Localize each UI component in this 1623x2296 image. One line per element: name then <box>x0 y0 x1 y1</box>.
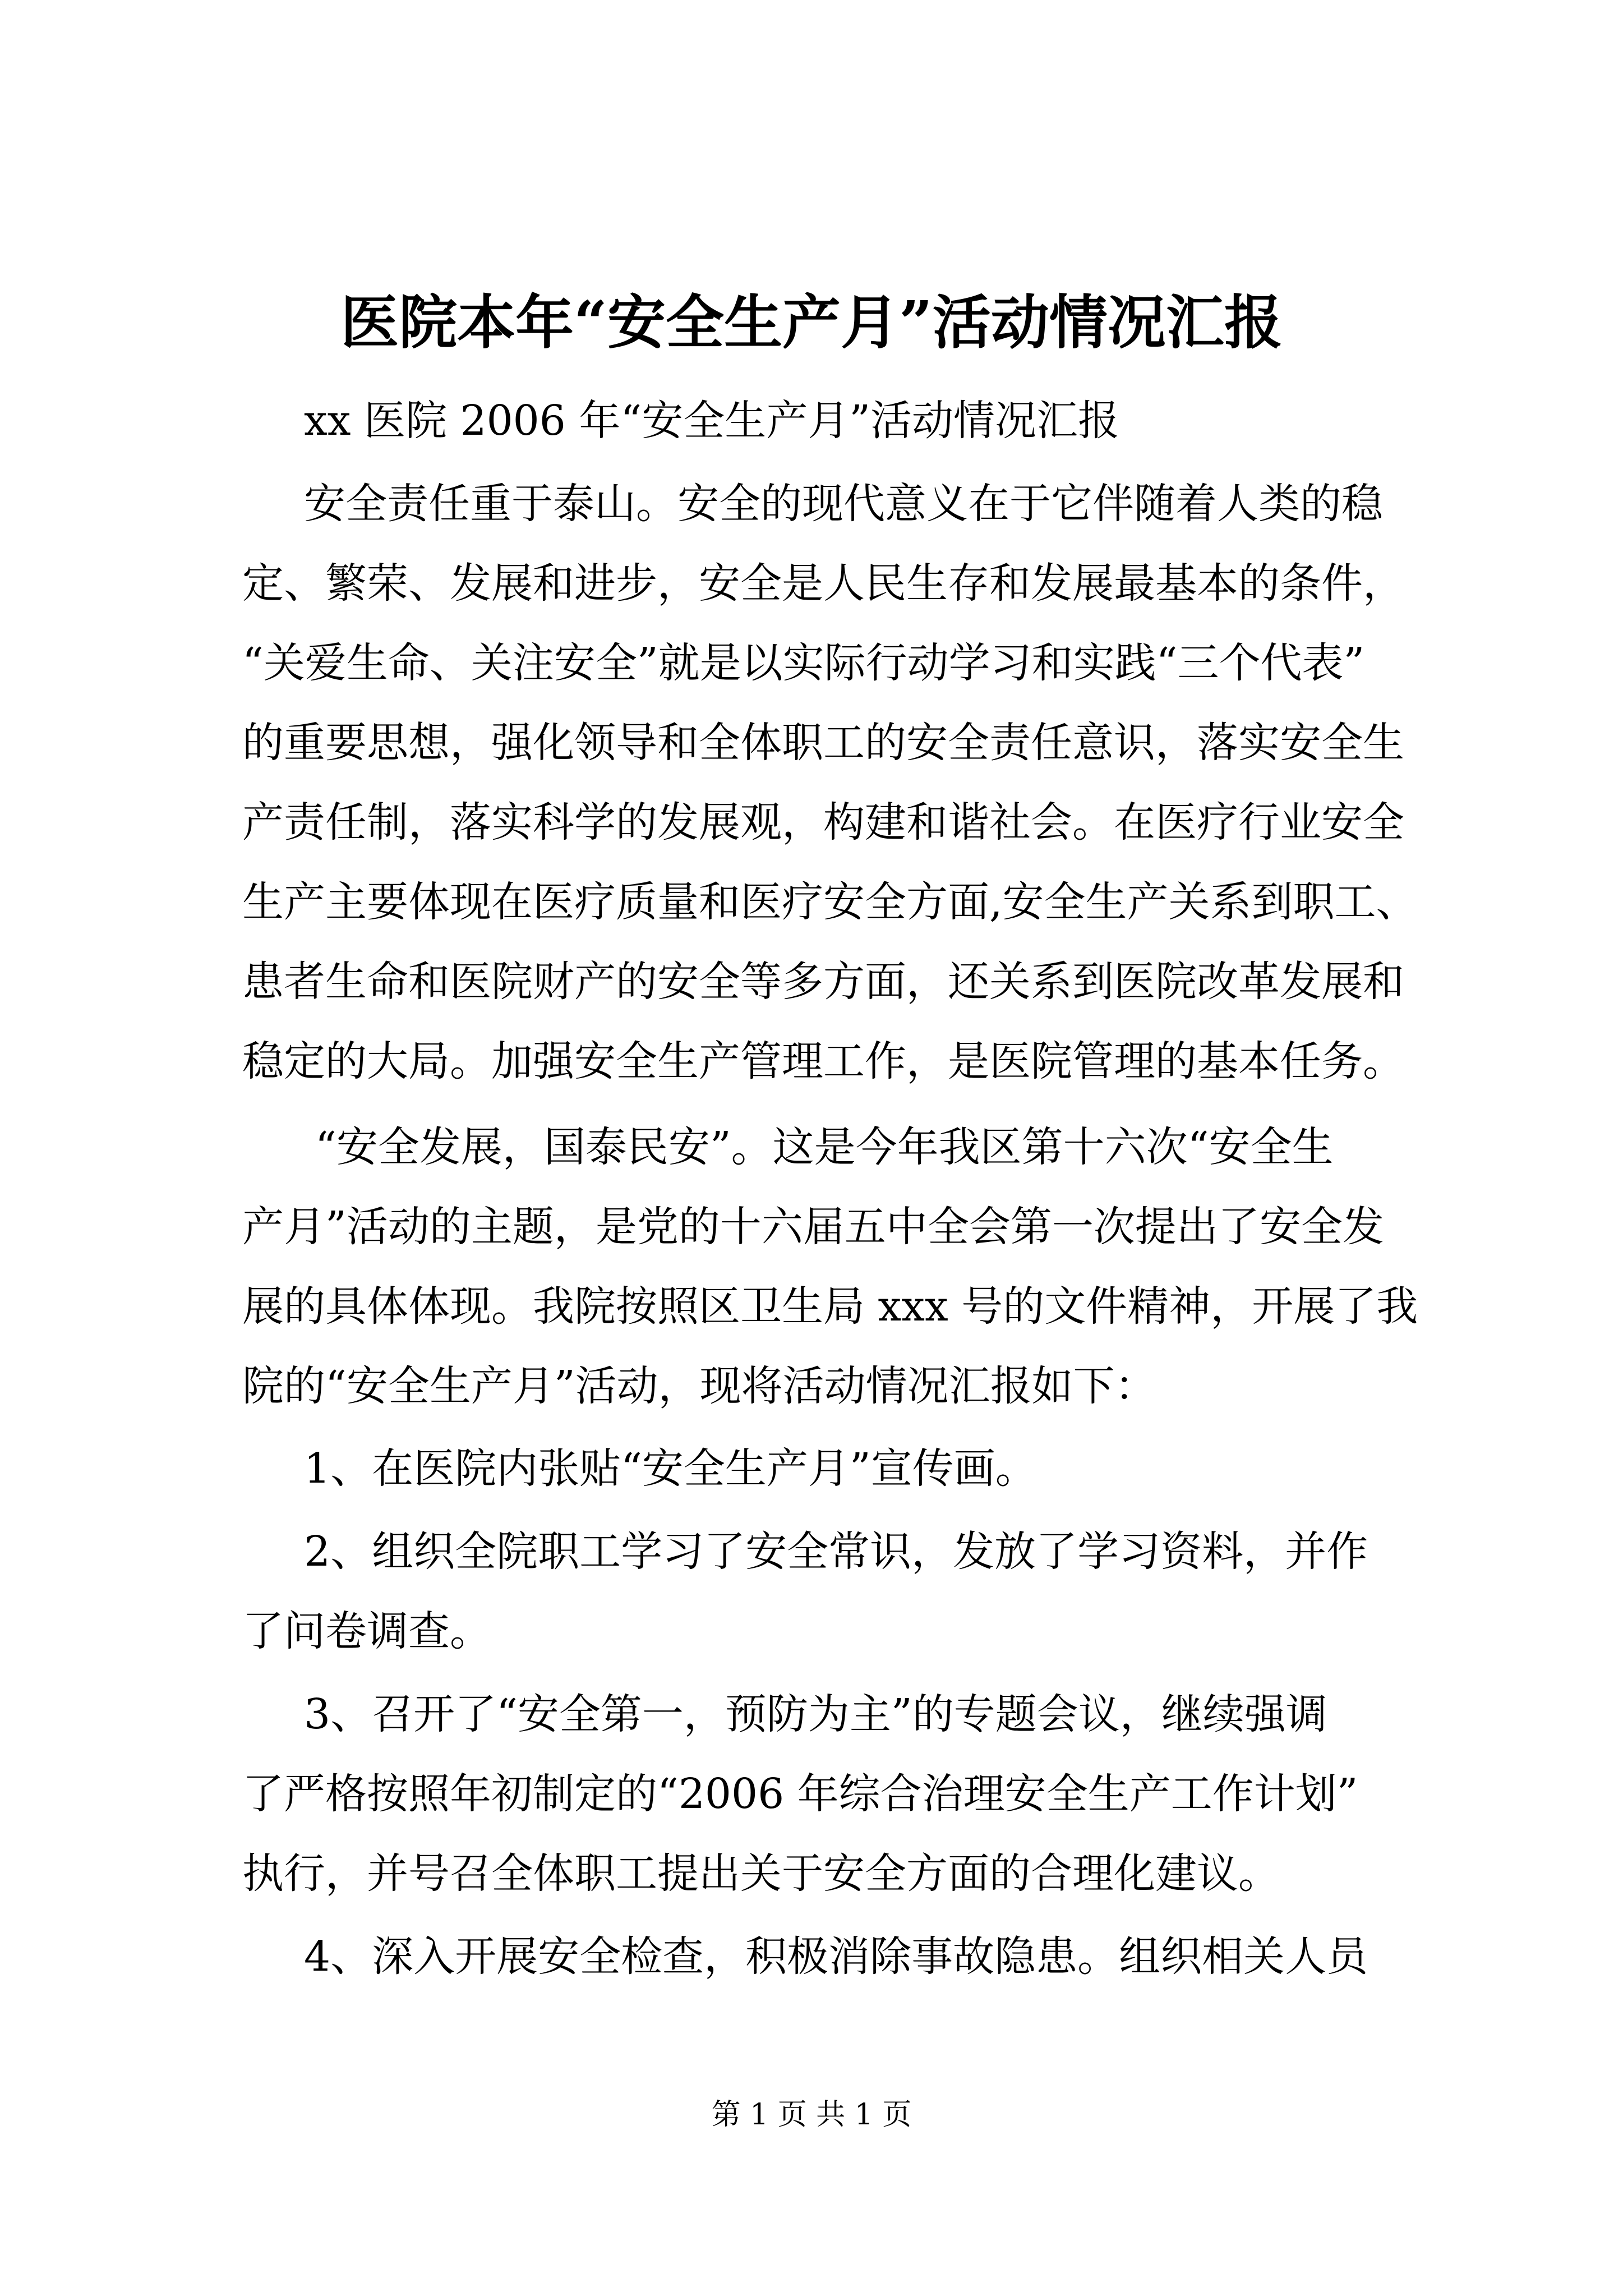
body-line: 产责任制，落实科学的发展观，构建和谐社会。在医疗行业安全 <box>242 798 1404 846</box>
list-item: 1、在医院内张贴“安全生产月”宣传画。 <box>304 1444 1037 1493</box>
body-line: 定、繁荣、发展和进步，安全是人民生存和发展最基本的条件， <box>242 559 1404 608</box>
body-line: 的重要思想，强化领导和全体职工的安全责任意识，落实安全生 <box>242 719 1404 767</box>
list-item-continuation: 了严格按照年初制定的“2006 年综合治理安全生产工作计划” <box>242 1770 1358 1818</box>
body-line: 安全责任重于泰山。安全的现代意义在于它伴随着人类的稳 <box>304 480 1383 528</box>
list-item: 3、召开了“安全第一，预防为主”的专题会议，继续强调 <box>304 1690 1327 1738</box>
body-line: 产月”活动的主题，是党的十六届五中全会第一次提出了安全发 <box>242 1203 1384 1251</box>
body-line: “关爱生命、关注安全”就是以实际行动学习和实践“三个代表” <box>242 639 1365 687</box>
body-line: 院的“安全生产月”活动，现将活动情况汇报如下： <box>242 1362 1156 1410</box>
body-line: “安全发展，国泰民安”。这是今年我区第十六次“安全生 <box>315 1123 1334 1171</box>
list-item: 4、深入开展安全检查，积极消除事故隐患。组织相关人员 <box>304 1932 1368 1981</box>
list-item-continuation: 了问卷调查。 <box>242 1607 491 1655</box>
body-line: 患者生命和医院财产的安全等多方面，还关系到医院改革发展和 <box>242 958 1404 1006</box>
page-title: 医院本年“安全生产月”活动情况汇报 <box>340 288 1283 357</box>
body-line: 展的具体体现。我院按照区卫生局 xxx 号的文件精神，开展了我 <box>242 1282 1418 1331</box>
subtitle-line: xx 医院 2006 年“安全生产月”活动情况汇报 <box>304 397 1120 445</box>
body-line: 稳定的大局。加强安全生产管理工作，是医院管理的基本任务。 <box>242 1037 1404 1085</box>
list-item-continuation: 执行，并号召全体职工提出关于安全方面的合理化建议。 <box>242 1849 1280 1898</box>
body-line: 生产主要体现在医疗质量和医疗安全方面,安全生产关系到职工、 <box>242 878 1418 926</box>
list-item: 2、组织全院职工学习了安全常识，发放了学习资料，并作 <box>304 1527 1368 1576</box>
page-footer: 第 1 页 共 1 页 <box>711 2098 912 2132</box>
